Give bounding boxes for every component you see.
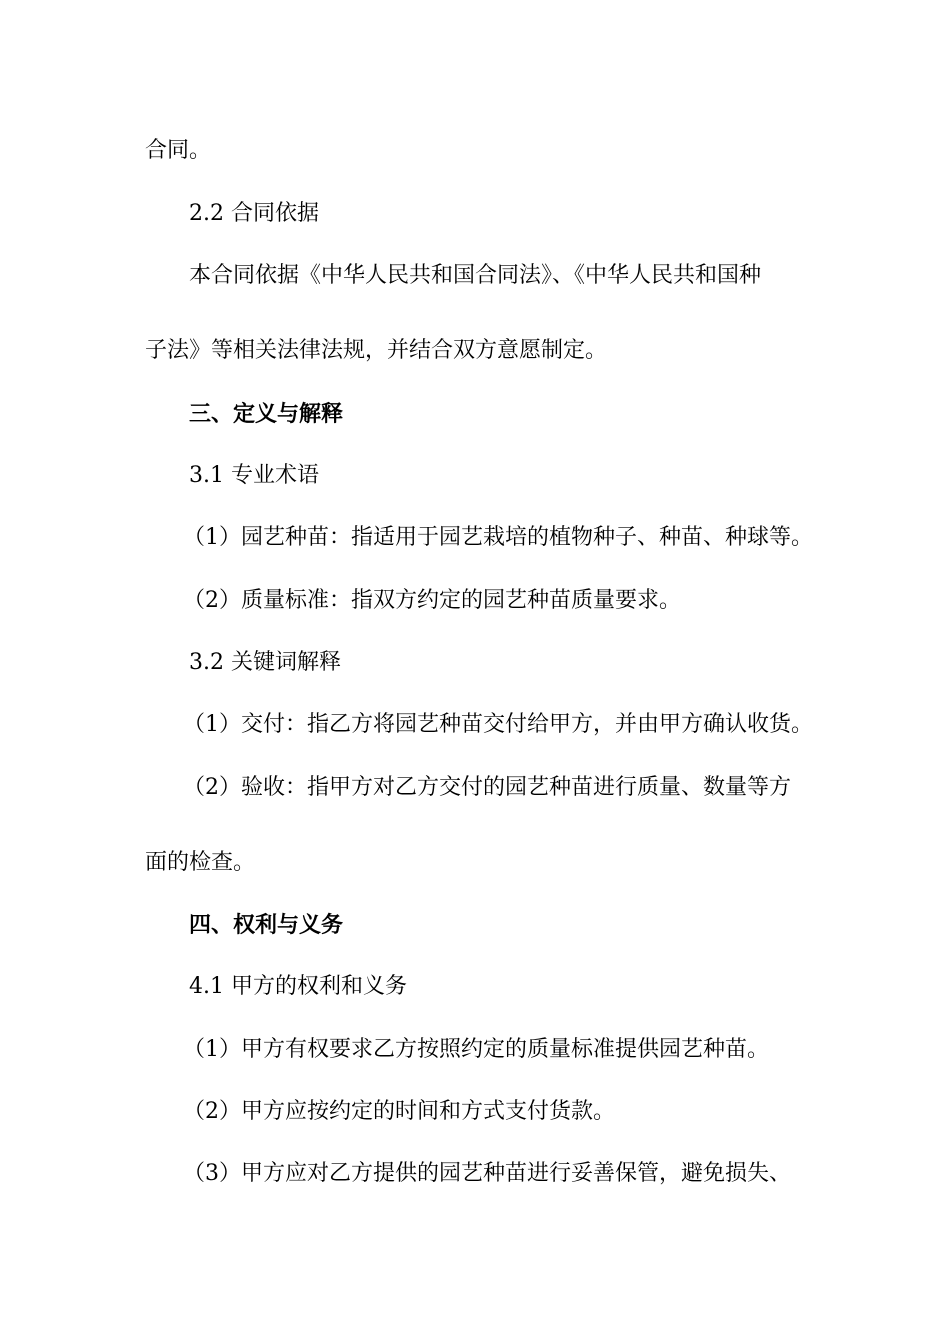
list-item-term-seedling: （1）园艺种苗：指适用于园艺栽培的植物种子、种苗、种球等。: [183, 525, 813, 550]
list-item-term-acceptance-line-1: （2）验收：指甲方对乙方交付的园艺种苗进行质量、数量等方: [183, 775, 791, 800]
list-item-term-quality: （2）质量标准：指双方约定的园艺种苗质量要求。: [183, 588, 681, 613]
paragraph-continuation: 合同。: [145, 138, 212, 163]
paragraph-basis-line-2: 子法》等相关法律法规，并结合双方意愿制定。: [145, 338, 608, 363]
subsection-heading-4-1: 4.1 甲方的权利和义务: [189, 974, 407, 999]
list-item-party-a-duty-2: （2）甲方应按约定的时间和方式支付货款。: [183, 1099, 615, 1124]
section-heading-3: 三、定义与解释: [189, 401, 344, 427]
section-heading-4: 四、权利与义务: [189, 912, 344, 938]
list-item-party-a-right-1: （1）甲方有权要求乙方按照约定的质量标准提供园艺种苗。: [183, 1037, 769, 1062]
list-item-term-delivery: （1）交付：指乙方将园艺种苗交付给甲方，并由甲方确认收货。: [183, 712, 813, 737]
subsection-heading-2-2: 2.2 合同依据: [189, 201, 319, 226]
subsection-heading-3-1: 3.1 专业术语: [189, 463, 319, 488]
subsection-heading-3-2: 3.2 关键词解释: [189, 650, 341, 675]
list-item-party-a-duty-3: （3）甲方应对乙方提供的园艺种苗进行妥善保管，避免损失、: [183, 1161, 791, 1186]
list-item-term-acceptance-line-2: 面的检查。: [145, 850, 256, 875]
paragraph-basis-line-1: 本合同依据《中华人民共和国合同法》、《中华人民共和国种: [189, 263, 762, 288]
